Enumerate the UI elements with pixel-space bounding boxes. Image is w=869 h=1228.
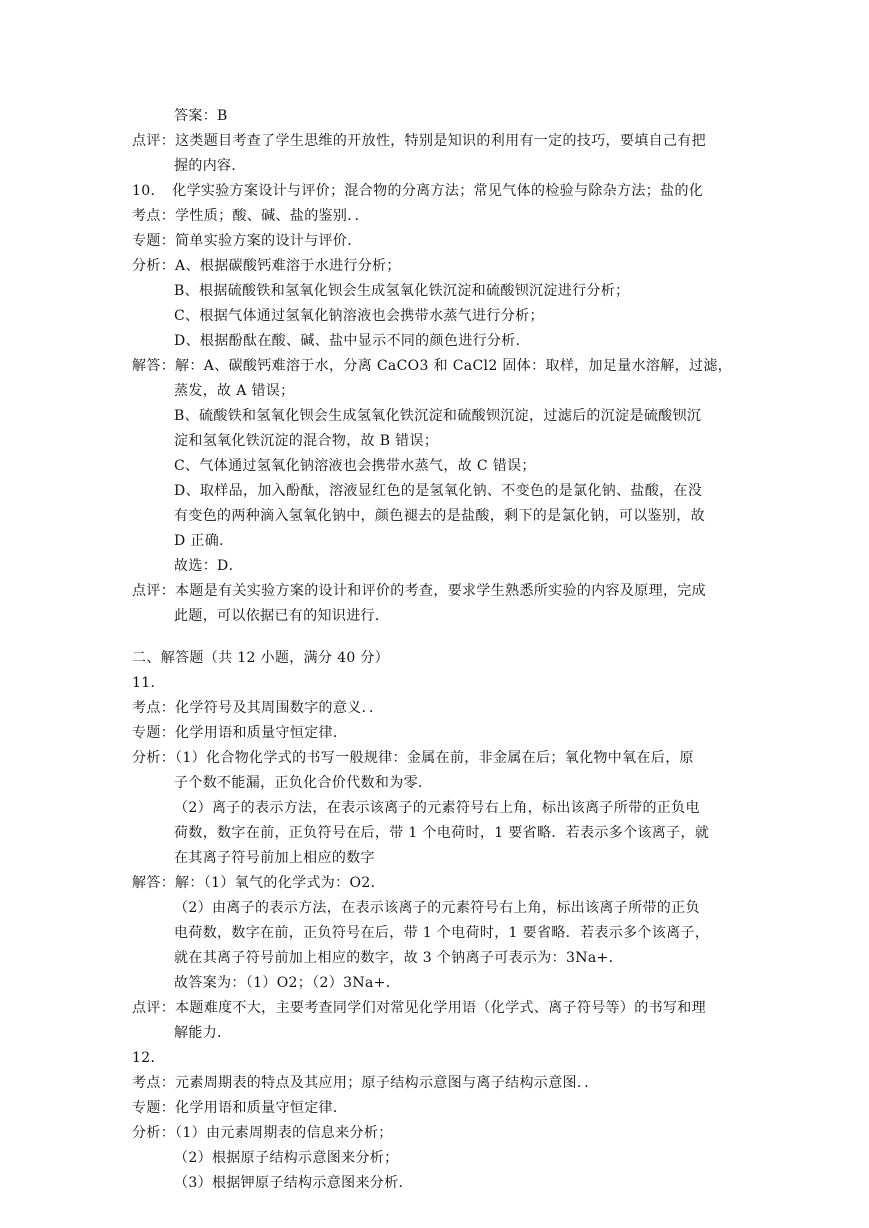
review-line: 点评：本题难度不大，主要考查同学们对常见化学用语（化学式、离子符号等）的书写和理	[132, 1000, 706, 1016]
analysis-line: 分析：（1）由元素周期表的信息来分析；	[132, 1125, 393, 1141]
solution-line: B、硫酸铁和氢氧化钡会生成氢氧化铁沉淀和硫酸钡沉淀，过滤后的沉淀是硫酸钡沉	[174, 408, 702, 424]
knowledge-point-line: 考点：化学符号及其周围数字的意义．．	[132, 700, 384, 716]
review-line: 握的内容．	[174, 158, 246, 174]
analysis-line: 在其离子符号前加上相应的数字	[174, 850, 375, 866]
solution-line: 就在其离子符号前加上相应的数字，故 3 个钠离子可表示为：3Na+．	[174, 950, 623, 966]
topic-line: 专题：化学用语和质量守恒定律．	[132, 725, 348, 741]
question-number: 11．	[132, 675, 165, 691]
topic-line: 专题：简单实验方案的设计与评价．	[132, 233, 362, 249]
review-line: 此题，可以依据已有的知识进行．	[174, 608, 390, 624]
analysis-line: D、根据酚酞在酸、碱、盐中显示不同的颜色进行分析．	[174, 333, 530, 349]
topic-line: 专题：化学用语和质量守恒定律．	[132, 1100, 348, 1116]
solution-line: 有变色的两种滴入氢氧化钠中，颜色褪去的是盐酸，剩下的是氯化钠，可以鉴别，故	[174, 508, 705, 524]
analysis-line: 子个数不能漏，正负化合价代数和为零．	[174, 775, 433, 791]
review-line: 点评：本题是有关实验方案的设计和评价的考查，要求学生熟悉所实验的内容及原理，完成	[132, 583, 706, 599]
review-line: 解能力．	[174, 1025, 232, 1041]
solution-answer-line: 故答案为：（1）O2；（2）3Na+．	[174, 975, 401, 991]
solution-line: 解答：解：（1）氧气的化学式为：O2．	[132, 875, 385, 891]
solution-choice-line: 故选：D．	[174, 558, 243, 574]
analysis-line: （2）根据原子结构示意图来分析；	[174, 1150, 399, 1166]
analysis-line: C、根据气体通过氢氧化钠溶液也会携带水蒸气进行分析；	[174, 308, 544, 324]
analysis-line: 荷数，数字在前，正负符号在后，带 1 个电荷时，1 要省略．若表示多个该离子，就	[174, 825, 710, 841]
solution-line: C、气体通过氢氧化钠溶液也会携带水蒸气，故 C 错误；	[174, 458, 536, 474]
analysis-line: 分析：（1）化合物化学式的书写一般规律：金属在前，非金属在后；氧化物中氧在后，原	[132, 750, 694, 766]
answer-line: 答案：B	[174, 108, 228, 124]
review-line: 点评：这类题目考查了学生思维的开放性，特别是知识的利用有一定的技巧，要填自己有把	[132, 133, 706, 149]
knowledge-point-line: 考点：学性质；酸、碱、盐的鉴别．．	[132, 208, 369, 224]
solution-line: 电荷数，数字在前，正负符号在后，带 1 个电荷时，1 要省略．若表示多个该离子，	[174, 925, 710, 941]
analysis-line: B、根据硫酸铁和氢氧化钡会生成氢氧化铁沉淀和硫酸钡沉淀进行分析；	[174, 283, 630, 299]
solution-line: D 正确．	[174, 533, 234, 549]
solution-line: （2）由离子的表示方法，在表示该离子的元素符号右上角，标出该离子所带的正负	[174, 900, 700, 916]
analysis-line: 分析：A、根据碳酸钙难溶于水进行分析；	[132, 258, 401, 274]
section-heading: 二、解答题（共 12 小题，满分 40 分）	[132, 650, 390, 666]
question-number: 10． 化学实验方案设计与评价；混合物的分离方法；常见气体的检验与除杂方法；盐的化	[132, 183, 704, 199]
solution-line: 淀和氢氧化铁沉淀的混合物，故 B 错误；	[174, 433, 439, 449]
solution-line: 蒸发，故 A 错误；	[174, 383, 295, 399]
solution-line: 解答：解：A、碳酸钙难溶于水，分离 CaCO3 和 CaCl2 固体：取样，加足量水溶解，过滤，	[132, 358, 733, 374]
solution-line: D、取样品，加入酚酞，溶液显红色的是氢氧化钠、不变色的是氯化钠、盐酸，在没	[174, 483, 703, 499]
knowledge-point-line: 考点：元素周期表的特点及其应用；原子结构示意图与离子结构示意图．．	[132, 1075, 599, 1091]
analysis-line: （3）根据钾原子结构示意图来分析．	[174, 1175, 413, 1191]
analysis-line: （2）离子的表示方法，在表示该离子的元素符号右上角，标出该离子所带的正负电	[174, 800, 700, 816]
question-number: 12．	[132, 1050, 165, 1066]
